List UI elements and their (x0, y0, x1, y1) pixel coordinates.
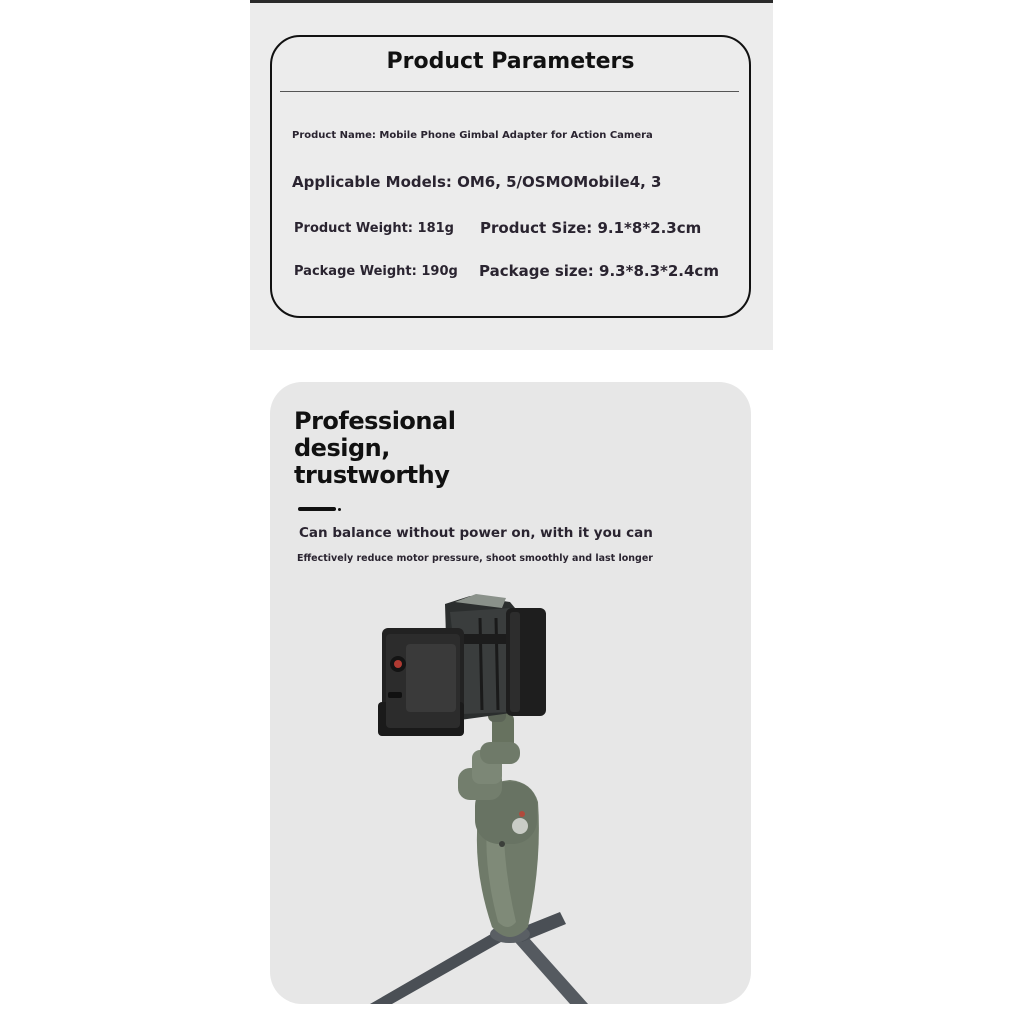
product-name: Product Name: Mobile Phone Gimbal Adapter for Action Camera (292, 130, 653, 141)
feature-headline (294, 408, 494, 489)
package-size: Package size: 9.3*8.3*2.4cm (479, 262, 719, 280)
package-weight: Package Weight: 190g (294, 264, 458, 279)
title-divider (280, 91, 739, 92)
feature-card (270, 382, 751, 1004)
parameters-title: Product Parameters (386, 49, 635, 74)
tripod (370, 912, 588, 1004)
product-weight: Product Weight: 181g (294, 221, 454, 236)
accent-dot (338, 508, 341, 511)
accent-bar (298, 507, 336, 511)
feature-description: Effectively reduce motor pressure, shoot smoothly and last longer (297, 553, 653, 564)
action-camera (378, 628, 464, 736)
applicable-models: Applicable Models: OM6, 5/OSMOMobile4, 3 (292, 173, 662, 191)
product-parameters-panel (250, 3, 773, 350)
gimbal-handle (475, 780, 539, 937)
headline-line-3: trustworthy (294, 461, 450, 489)
headline-line-1: Professional (294, 407, 456, 435)
headline-line-2: design, (294, 434, 390, 462)
parameters-card (270, 35, 751, 318)
feature-subtitle: Can balance without power on, with it you can (299, 525, 653, 541)
clamp-counterweight (506, 608, 546, 716)
product-size: Product Size: 9.1*8*2.3cm (480, 219, 702, 237)
